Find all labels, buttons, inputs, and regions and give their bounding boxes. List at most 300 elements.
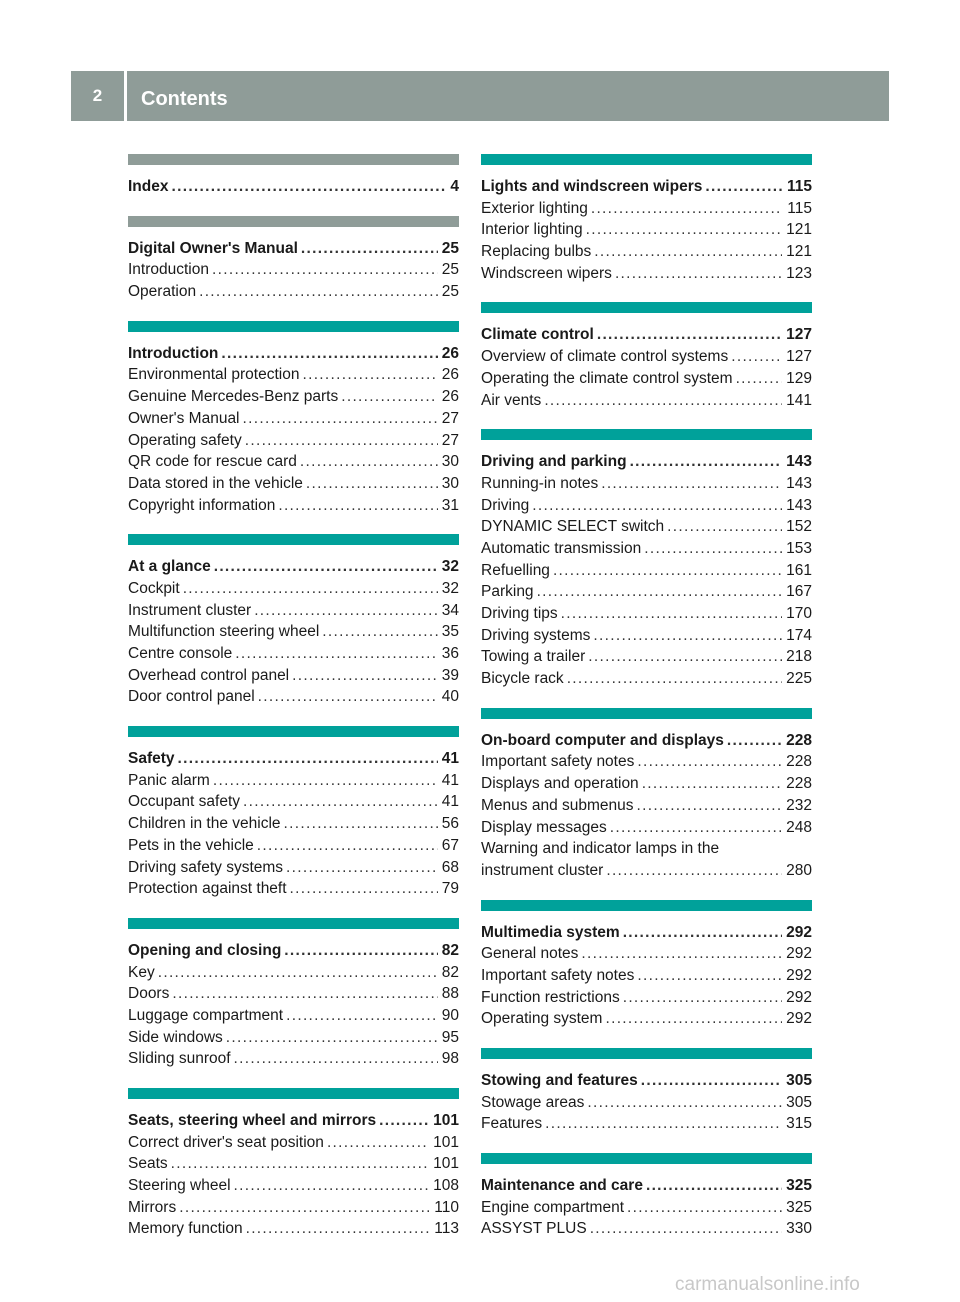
toc-entry[interactable] <box>481 495 812 517</box>
dot-leader <box>637 795 783 817</box>
toc-entry-label: Protection against theft <box>128 880 287 898</box>
page-ref: 67 <box>441 836 459 854</box>
dot-leader <box>284 813 438 835</box>
page-ref: 123 <box>786 264 812 282</box>
page-ref: 232 <box>786 796 812 814</box>
toc-entry-label: Memory function <box>128 1220 243 1238</box>
toc-section-heading[interactable] <box>481 451 812 473</box>
toc-entry-label: Operation <box>128 283 197 301</box>
toc-entry-label: Towing a trailer <box>481 648 586 666</box>
toc-column-left <box>128 154 459 1258</box>
page-ref: 305 <box>786 1072 812 1089</box>
toc-entry-label: Important safety notes <box>481 966 635 984</box>
section-title: Safety <box>128 750 175 768</box>
toc-entry-label: Overview of climate control systems <box>481 348 729 366</box>
toc-section-heading[interactable] <box>128 748 459 770</box>
dot-leader <box>278 495 437 517</box>
section-color-bar <box>481 708 812 719</box>
toc-entry[interactable] <box>128 408 459 430</box>
dot-leader <box>243 791 438 813</box>
toc-entry-label: Automatic transmission <box>481 539 642 557</box>
toc-entry-label: Copyright information <box>128 496 276 514</box>
toc-entry-line[interactable] <box>481 838 812 860</box>
toc-entry[interactable] <box>481 668 812 690</box>
toc-section-heading[interactable] <box>481 922 812 944</box>
section-title: Index <box>128 178 169 195</box>
toc-section <box>128 1088 459 1240</box>
dot-leader <box>601 473 782 495</box>
toc-entry[interactable] <box>128 791 459 813</box>
toc-section <box>128 216 459 303</box>
dot-leader <box>610 817 782 839</box>
dot-leader <box>587 1092 782 1114</box>
dot-leader <box>553 560 782 582</box>
toc-section <box>481 1153 812 1240</box>
dot-leader <box>644 538 782 560</box>
toc-entry[interactable] <box>481 473 812 495</box>
dot-leader <box>286 857 438 879</box>
page-ref: 127 <box>786 348 812 366</box>
dot-leader <box>257 835 438 857</box>
toc-section <box>128 154 459 198</box>
page-ref: 143 <box>786 453 812 471</box>
page-ref: 26 <box>441 388 459 406</box>
toc-entry-label: Centre console <box>128 645 233 662</box>
page-ref: 36 <box>441 645 459 662</box>
page-ref: 101 <box>433 1133 459 1151</box>
dot-leader <box>254 600 438 622</box>
dot-leader <box>341 386 438 408</box>
toc-entry-label: Windscreen wipers <box>481 264 612 282</box>
toc-entry[interactable] <box>481 773 812 795</box>
toc-entry-label: Pets in the vehicle <box>128 836 254 854</box>
dot-leader <box>306 473 438 495</box>
toc-entry-label: Steering wheel <box>128 1177 231 1195</box>
page-ref: 113 <box>434 1220 459 1238</box>
page-number: 2 <box>92 86 103 105</box>
dot-leader <box>532 495 782 517</box>
page-ref: 143 <box>786 474 812 492</box>
toc-entry-label: Side windows <box>128 1028 223 1046</box>
page-ref: 41 <box>441 771 459 789</box>
toc-entry-label: Door control panel <box>128 688 255 706</box>
page-ref: 101 <box>433 1112 459 1129</box>
dot-leader <box>258 686 438 708</box>
page-ref: 292 <box>786 1010 812 1028</box>
toc-entry[interactable] <box>128 495 459 517</box>
section-color-bar <box>128 918 459 929</box>
toc-entry-label: Stowage areas <box>481 1093 585 1111</box>
toc-entry-label: Refuelling <box>481 561 550 579</box>
page-ref: 292 <box>786 966 812 984</box>
toc-entry-label: Correct driver's seat position <box>128 1133 324 1151</box>
toc-entry[interactable] <box>128 813 459 835</box>
toc-entry[interactable] <box>481 817 812 839</box>
toc-entry-label: Genuine Mercedes-Benz parts <box>128 388 339 406</box>
dot-leader <box>226 1027 438 1049</box>
toc-entry-label: Display messages <box>481 818 607 836</box>
watermark: carmanualsonline.info <box>675 1274 860 1295</box>
dot-leader <box>213 770 438 792</box>
page-ref: 26 <box>441 366 459 384</box>
toc-entry[interactable] <box>128 386 459 408</box>
toc-entry[interactable] <box>128 686 459 708</box>
toc-entry[interactable] <box>481 368 812 390</box>
toc-section-heading[interactable] <box>481 324 812 346</box>
dot-leader <box>627 1197 782 1219</box>
toc-entry[interactable] <box>128 835 459 857</box>
toc-section-heading[interactable] <box>481 1175 812 1197</box>
page-ref: 121 <box>786 243 812 261</box>
toc-entry[interactable] <box>481 1218 812 1240</box>
section-color-bar <box>128 154 459 165</box>
page-ref: 98 <box>441 1050 459 1068</box>
section-title: Opening and closing <box>128 941 282 959</box>
dot-leader <box>605 1008 782 1030</box>
page-ref: 153 <box>786 539 812 557</box>
toc-entry[interactable] <box>128 1027 459 1049</box>
dot-leader <box>637 965 782 987</box>
toc-entry-label: DYNAMIC SELECT switch <box>481 518 665 536</box>
toc-entry-label: Operating system <box>481 1010 603 1028</box>
toc-entry-label: Exterior lighting <box>481 199 588 217</box>
dot-leader <box>286 1005 438 1027</box>
dot-leader <box>290 878 438 900</box>
toc-section-heading[interactable] <box>128 556 459 578</box>
page-ref: 292 <box>786 988 812 1006</box>
toc-section <box>128 918 459 1070</box>
page-ref: 25 <box>441 283 459 301</box>
toc-section-heading[interactable] <box>128 1110 459 1132</box>
toc-entry[interactable] <box>481 603 812 625</box>
page-ref: 40 <box>441 688 459 706</box>
page-ref: 68 <box>441 858 459 876</box>
dot-leader <box>292 665 438 687</box>
toc-entry-label: Engine compartment <box>481 1198 625 1216</box>
toc-section-heading[interactable] <box>128 343 459 365</box>
toc-entry-label: Multifunction steering wheel <box>128 623 320 641</box>
toc-entry[interactable] <box>481 1113 812 1135</box>
section-title: Multimedia system <box>481 923 620 941</box>
toc-entry-label: Important safety notes <box>481 753 635 771</box>
toc-entry[interactable] <box>128 1005 459 1027</box>
toc-entry-label: Parking <box>481 583 534 601</box>
toc-entry[interactable] <box>481 346 812 368</box>
section-title: At a glance <box>128 558 211 576</box>
section-color-bar <box>128 534 459 545</box>
section-title: Lights and windscreen wipers <box>481 178 703 195</box>
toc-entry[interactable] <box>128 364 459 386</box>
dot-leader <box>171 1153 429 1175</box>
page-ref: 325 <box>786 1177 812 1195</box>
toc-section <box>128 321 459 517</box>
page-ref: 161 <box>786 561 812 579</box>
dot-leader <box>727 730 782 752</box>
dot-leader <box>615 263 782 285</box>
toc-section-heading[interactable] <box>481 730 812 752</box>
page-ref: 248 <box>786 818 812 836</box>
dot-leader <box>593 625 782 647</box>
toc-entry[interactable] <box>481 581 812 603</box>
toc-entry[interactable] <box>128 857 459 879</box>
page-ref: 79 <box>441 880 459 898</box>
dot-leader <box>199 281 438 303</box>
page-ref: 108 <box>433 1177 459 1195</box>
toc-entry-label: Running-in notes <box>481 474 599 492</box>
toc-entry-label: Bicycle rack <box>481 670 564 688</box>
dot-leader <box>158 962 438 984</box>
page-ref: 32 <box>441 558 459 576</box>
toc-entry[interactable] <box>481 751 812 773</box>
toc-entry[interactable] <box>481 560 812 582</box>
dot-leader <box>586 219 782 241</box>
page-ref: 305 <box>786 1093 812 1111</box>
toc-entry[interactable] <box>481 198 812 220</box>
dot-leader <box>561 603 782 625</box>
section-color-bar <box>481 900 812 911</box>
page-ref: 325 <box>786 1198 812 1216</box>
dot-leader <box>736 368 783 390</box>
dot-leader <box>641 1070 782 1092</box>
toc-entry[interactable] <box>128 1048 459 1070</box>
dot-leader <box>545 1113 782 1135</box>
toc-entry[interactable] <box>481 860 812 882</box>
toc-entry[interactable] <box>128 1175 459 1197</box>
toc-section <box>481 708 812 882</box>
toc-section <box>128 534 459 708</box>
toc-entry-label: Function restrictions <box>481 988 620 1006</box>
toc-entry[interactable] <box>481 516 812 538</box>
toc-entry[interactable] <box>481 943 812 965</box>
page-ref: 127 <box>786 326 812 344</box>
page-ref: 228 <box>786 731 812 749</box>
toc-entry[interactable] <box>128 281 459 303</box>
page-ref: 39 <box>441 666 459 684</box>
dot-leader <box>642 773 782 795</box>
dot-leader <box>234 1048 438 1070</box>
toc-entry[interactable] <box>128 1132 459 1154</box>
page-ref: 115 <box>787 199 812 217</box>
toc-section <box>481 1048 812 1135</box>
page-ref: 25 <box>441 261 459 279</box>
dot-leader <box>171 176 445 198</box>
toc-entry[interactable] <box>481 538 812 560</box>
toc-entry-label: Panic alarm <box>128 771 210 789</box>
dot-leader <box>221 343 437 365</box>
section-title: Driving and parking <box>481 453 627 471</box>
toc-entry[interactable] <box>128 259 459 281</box>
toc-entry[interactable] <box>128 1197 459 1219</box>
toc-entry-label: Operating safety <box>128 431 242 449</box>
toc-entry[interactable] <box>128 600 459 622</box>
section-title: Maintenance and care <box>481 1177 643 1195</box>
page-ref: 152 <box>786 518 812 536</box>
page-ref: 88 <box>441 985 459 1003</box>
toc-entry-label: Driving safety systems <box>128 858 284 876</box>
toc-section-heading[interactable] <box>481 176 812 198</box>
page-ref: 174 <box>786 626 812 644</box>
toc-entry-label: instrument cluster <box>481 861 604 879</box>
page-ref: 26 <box>441 344 459 362</box>
dot-leader <box>581 943 782 965</box>
page-ref: 280 <box>786 861 812 879</box>
section-title: Climate control <box>481 326 594 344</box>
page-title: Contents <box>141 88 228 110</box>
page-ref: 228 <box>786 753 812 771</box>
page-ref: 101 <box>433 1155 459 1173</box>
toc-entry[interactable] <box>128 878 459 900</box>
dot-leader <box>302 364 437 386</box>
toc-entry[interactable] <box>128 473 459 495</box>
toc-entry-label: Replacing bulbs <box>481 243 592 261</box>
section-title: Stowing and features <box>481 1072 638 1089</box>
toc-entry[interactable] <box>128 983 459 1005</box>
toc-entry[interactable] <box>128 1153 459 1175</box>
toc-entry[interactable] <box>128 621 459 643</box>
toc-section <box>128 726 459 900</box>
section-title: On-board computer and displays <box>481 731 724 749</box>
toc-entry-label: Luggage compartment <box>128 1006 284 1024</box>
dot-leader <box>178 748 438 770</box>
page-ref: 141 <box>786 391 812 409</box>
toc-entry[interactable] <box>128 643 459 665</box>
dot-leader <box>623 922 782 944</box>
toc-entry-label: Driving tips <box>481 605 558 622</box>
dot-leader <box>588 646 782 668</box>
page-ref: 95 <box>441 1028 459 1046</box>
page-ref: 218 <box>786 648 812 666</box>
dot-leader <box>212 259 438 281</box>
toc-entry[interactable] <box>481 1197 812 1219</box>
page-ref: 41 <box>441 793 459 811</box>
dot-leader <box>590 1218 782 1240</box>
toc-entry[interactable] <box>128 430 459 452</box>
page-ref: 110 <box>434 1198 459 1216</box>
toc-entry-label: Instrument cluster <box>128 601 252 619</box>
section-color-bar <box>481 1048 812 1059</box>
page-ref: 170 <box>786 605 812 622</box>
page-ref: 315 <box>786 1115 812 1133</box>
section-title: Digital Owner's Manual <box>128 239 298 257</box>
section-title: Seats, steering wheel and mirrors <box>128 1112 377 1129</box>
toc-entry-label: Overhead control panel <box>128 666 290 684</box>
section-color-bar <box>481 302 812 313</box>
toc-entry-label: Interior lighting <box>481 221 583 239</box>
toc-section-heading[interactable] <box>128 176 459 198</box>
page-ref: 41 <box>441 750 459 768</box>
toc-entry[interactable] <box>128 962 459 984</box>
dot-leader <box>284 940 437 962</box>
dot-leader <box>731 346 782 368</box>
toc-section-heading[interactable] <box>128 238 459 260</box>
toc-entry-label: Operating the climate control system <box>481 369 733 387</box>
dot-leader <box>544 390 782 412</box>
page-ref: 27 <box>441 431 459 449</box>
dot-leader <box>606 860 782 882</box>
toc-section <box>481 302 812 411</box>
dot-leader <box>637 751 782 773</box>
dot-leader <box>300 451 438 473</box>
toc-entry[interactable] <box>481 390 812 412</box>
page-ref: 32 <box>441 579 459 597</box>
toc-entry-label: Owner's Manual <box>128 409 240 427</box>
toc-entry-label: Sliding sunroof <box>128 1050 231 1068</box>
toc-entry[interactable] <box>481 1008 812 1030</box>
toc-section-heading[interactable] <box>481 1070 812 1092</box>
page-ref: 143 <box>786 496 812 514</box>
toc-entry[interactable] <box>481 1092 812 1114</box>
dot-leader <box>234 1175 430 1197</box>
page-ref: 167 <box>786 583 812 601</box>
dot-leader <box>327 1132 429 1154</box>
dot-leader <box>623 987 782 1009</box>
toc-entry-label: Children in the vehicle <box>128 815 281 833</box>
toc-entry-label: Occupant safety <box>128 793 241 811</box>
toc-entry[interactable] <box>481 241 812 263</box>
page-ref: 121 <box>786 221 812 239</box>
toc-entry-label: Key <box>128 963 155 981</box>
page-ref: 25 <box>441 239 459 257</box>
dot-leader <box>597 324 782 346</box>
page-ref: 228 <box>786 775 812 793</box>
toc-entry[interactable] <box>128 578 459 600</box>
dot-leader <box>179 1197 430 1219</box>
toc-entry[interactable] <box>481 795 812 817</box>
toc-entry-label: Mirrors <box>128 1198 177 1216</box>
toc-entry[interactable] <box>128 665 459 687</box>
toc-entry[interactable] <box>128 770 459 792</box>
toc-entry[interactable] <box>128 1218 459 1240</box>
toc-entry-label: Driving <box>481 496 530 514</box>
dot-leader <box>183 578 438 600</box>
dot-leader <box>591 198 783 220</box>
section-color-bar <box>128 726 459 737</box>
section-color-bar <box>128 1088 459 1099</box>
toc-entry[interactable] <box>481 987 812 1009</box>
page-ref: 82 <box>441 941 459 959</box>
dot-leader <box>594 241 782 263</box>
page-ref: 30 <box>441 453 459 471</box>
toc-entry[interactable] <box>481 219 812 241</box>
toc-entry[interactable] <box>481 625 812 647</box>
toc-entry-label: Doors <box>128 985 170 1003</box>
section-color-bar <box>481 1153 812 1164</box>
toc-entry-label: Menus and submenus <box>481 796 634 814</box>
toc-entry-label: Warning and indicator lamps in the <box>481 840 720 858</box>
page-ref: 35 <box>441 623 459 641</box>
toc-entry[interactable] <box>481 263 812 285</box>
page-ref: 330 <box>786 1220 812 1238</box>
header-divider <box>124 71 127 121</box>
dot-leader <box>537 581 783 603</box>
toc-entry-label: QR code for rescue card <box>128 453 297 471</box>
toc-entry[interactable] <box>128 451 459 473</box>
toc-entry-label: Air vents <box>481 391 542 409</box>
section-color-bar <box>128 321 459 332</box>
page-ref: 82 <box>441 963 459 981</box>
toc-entry-label: Features <box>481 1115 543 1133</box>
page-ref: 27 <box>441 409 459 427</box>
dot-leader <box>705 176 783 198</box>
page-ref: 292 <box>786 923 812 941</box>
dot-leader <box>246 1218 431 1240</box>
toc-entry[interactable] <box>481 646 812 668</box>
page-ref: 31 <box>441 496 459 514</box>
dot-leader <box>646 1175 782 1197</box>
toc-entry[interactable] <box>481 965 812 987</box>
toc-section-heading[interactable] <box>128 940 459 962</box>
dot-leader <box>379 1110 429 1132</box>
